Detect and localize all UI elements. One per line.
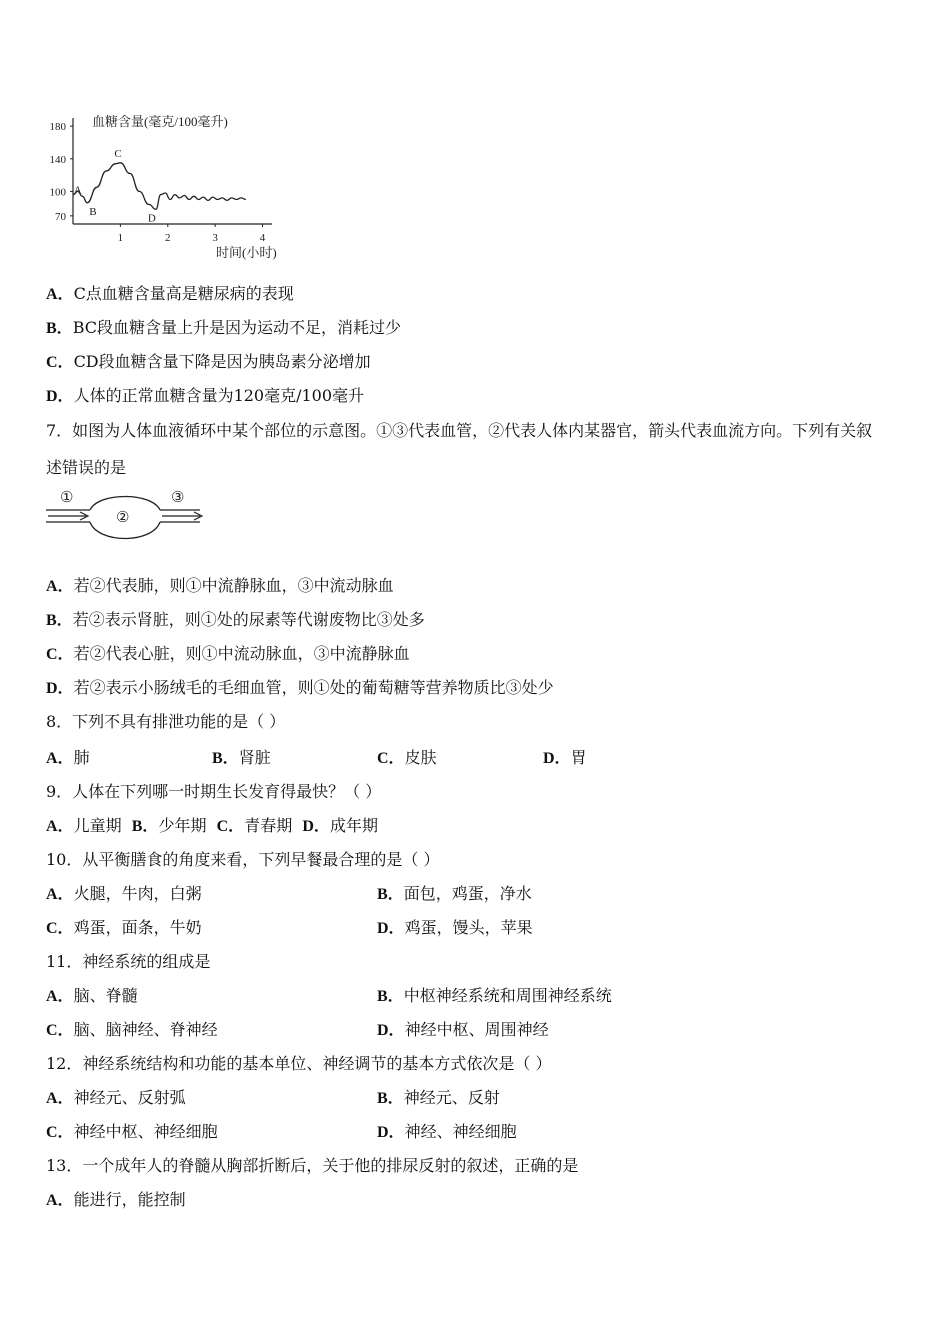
option-text: 神经中枢、周围神经 [404, 1020, 549, 1039]
q9-option-b[interactable] [132, 816, 207, 835]
chart-xlabel: 时间(小时) [216, 245, 277, 260]
option-text: 成年期 [329, 816, 378, 835]
option-text: 面包，鸡蛋，净水 [403, 884, 532, 903]
option-letter: C． [46, 1124, 74, 1141]
option-text: 火腿，牛肉，白粥 [73, 884, 202, 903]
option-letter: C． [377, 750, 405, 767]
option-text: 胃 [570, 748, 587, 767]
option-text: 若②代表心脏，则①中流动脉血，③中流静脉血 [73, 644, 410, 663]
q8-option-b[interactable] [212, 748, 271, 769]
vessel-out [160, 510, 202, 522]
option-letter: C． [46, 920, 74, 937]
q6-option-c[interactable] [46, 352, 371, 373]
chart-ylabel: 血糖含量(毫克/100毫升) [92, 114, 228, 129]
option-text: 神经、神经细胞 [404, 1122, 517, 1141]
option-letter: B． [46, 612, 73, 629]
q9-option-c[interactable] [217, 816, 293, 835]
option-letter: A． [46, 286, 74, 303]
q10-option-d[interactable] [377, 918, 533, 939]
chart-series-line [73, 163, 246, 210]
q12-option-c[interactable] [46, 1122, 218, 1143]
option-text: 神经元、反射弧 [73, 1088, 186, 1107]
q9-stem: 9．人体在下列哪一时期生长发育得最快？（ ） [46, 782, 382, 801]
x-tick-label: 3 [212, 232, 218, 244]
option-letter: B． [377, 1090, 404, 1107]
option-letter: C． [46, 354, 74, 371]
option-text: 肾脏 [238, 748, 271, 767]
option-letter: A． [46, 1192, 74, 1209]
q7-stem-line2: 述错误的是 [46, 458, 127, 477]
vessel-label-1: ① [60, 490, 74, 506]
vessel-label-3: ③ [171, 490, 185, 506]
q8-option-c[interactable] [377, 748, 437, 769]
q7-option-b[interactable] [46, 610, 425, 631]
option-letter: C． [216, 818, 245, 835]
q10-option-c[interactable] [46, 918, 202, 939]
q7-option-a[interactable] [46, 576, 394, 597]
q7-option-d[interactable] [46, 678, 554, 699]
option-text: 皮肤 [404, 748, 437, 767]
q7-option-c[interactable] [46, 644, 410, 665]
y-tick-label: 180 [49, 121, 66, 134]
option-text: 若②表示肾脏，则①处的尿素等代谢废物比③处多 [72, 610, 425, 629]
chart-axes [73, 118, 272, 224]
y-tick-label: 70 [55, 210, 66, 223]
option-letter: D． [377, 920, 405, 937]
option-text: 脑、脑神经、脊神经 [73, 1020, 218, 1039]
option-letter: D． [46, 388, 74, 405]
q6-option-d[interactable] [46, 386, 364, 407]
option-letter: B． [131, 818, 159, 835]
q11-option-c[interactable] [46, 1020, 218, 1041]
option-text: CD段血糖含量下降是因为胰岛素分泌增加 [73, 352, 371, 371]
option-text: 儿童期 [73, 816, 122, 835]
option-text: 若②代表肺，则①中流静脉血，③中流动脉血 [73, 576, 394, 595]
option-letter: D． [302, 818, 330, 835]
option-text: 肺 [73, 748, 90, 767]
y-tick-label: 100 [49, 186, 66, 199]
option-letter: B． [377, 988, 404, 1005]
q11-option-b[interactable] [377, 986, 612, 1007]
q12-option-a[interactable] [46, 1088, 186, 1109]
q8-stem: 8．下列不具有排泄功能的是（ ） [46, 712, 286, 731]
q12-option-d[interactable] [377, 1122, 517, 1143]
q11-option-a[interactable] [46, 986, 138, 1007]
q13-option-a[interactable] [46, 1190, 186, 1211]
organ-label-2: ② [116, 510, 130, 526]
option-text: 若②表示小肠绒毛的毛细血管，则①处的葡萄糖等营养物质比③处少 [73, 678, 554, 697]
option-letter: A． [46, 818, 74, 835]
option-text: 青春期 [244, 816, 293, 835]
q10-stem: 10．从平衡膳食的角度来看，下列早餐最合理的是（ ） [46, 850, 440, 869]
q12-stem: 12．神经系统结构和功能的基本单位、神经调节的基本方式依次是（ ） [46, 1054, 552, 1073]
option-text: 人体的正常血糖含量为120毫克/100毫升 [73, 386, 365, 405]
option-text: C点血糖含量高是糖尿病的表现 [73, 284, 294, 303]
option-letter: A． [46, 988, 74, 1005]
option-letter: D． [377, 1124, 405, 1141]
option-text: 鸡蛋，面条，牛奶 [73, 918, 202, 937]
q9-option-a[interactable] [46, 816, 122, 835]
option-text: 少年期 [158, 816, 207, 835]
vessel-in [46, 510, 90, 522]
point-label-c: C [114, 147, 122, 160]
q10-option-a[interactable] [46, 884, 202, 905]
point-label-d: D [147, 212, 156, 225]
option-letter: B． [212, 750, 239, 767]
blood-sugar-chart [40, 104, 280, 274]
option-letter: C． [46, 646, 74, 663]
q7-stem-line1: 7．如图为人体血液循环中某个部位的示意图。①③代表血管，②代表人体内某器官，箭头代表血流方向。下列有关叙 [46, 421, 873, 440]
option-letter: A． [46, 578, 74, 595]
option-letter: A． [46, 1090, 74, 1107]
option-letter: D． [46, 680, 74, 697]
y-tick-label: 140 [49, 153, 66, 166]
q11-stem: 11．神经系统的组成是 [46, 952, 211, 971]
option-text: 神经中枢、神经细胞 [73, 1122, 218, 1141]
q9-option-d[interactable] [302, 816, 378, 835]
blood-vessel-diagram [40, 484, 210, 550]
option-letter: D． [377, 1022, 405, 1039]
q10-option-b[interactable] [377, 884, 532, 905]
point-label-b: B [89, 205, 97, 218]
option-text: 神经元、反射 [403, 1088, 500, 1107]
point-label-a: A [73, 184, 82, 197]
option-text: 鸡蛋，馒头，苹果 [404, 918, 533, 937]
q6-option-b[interactable] [46, 318, 401, 339]
q8-option-d[interactable] [543, 748, 587, 769]
q8-option-a[interactable] [46, 748, 90, 769]
q13-stem: 13．一个成年人的脊髓从胸部折断后，关于他的排尿反射的叙述，正确的是 [46, 1156, 579, 1175]
option-text: 脑、脊髓 [73, 986, 138, 1005]
q12-option-b[interactable] [377, 1088, 500, 1109]
option-letter: A． [46, 750, 74, 767]
option-letter: B． [377, 886, 404, 903]
x-tick-label: 2 [165, 232, 171, 244]
q9-options [46, 816, 378, 837]
option-letter: A． [46, 886, 74, 903]
option-letter: B． [46, 320, 73, 337]
option-text: 中枢神经系统和周围神经系统 [403, 986, 612, 1005]
option-text: 能进行，能控制 [73, 1190, 186, 1209]
x-tick-label: 4 [259, 232, 266, 244]
option-text: BC段血糖含量上升是因为运动不足，消耗过少 [72, 318, 401, 337]
q11-option-d[interactable] [377, 1020, 549, 1041]
option-letter: D． [543, 750, 571, 767]
option-letter: C． [46, 1022, 74, 1039]
q6-option-a[interactable] [46, 284, 294, 305]
x-tick-label: 1 [117, 232, 124, 244]
